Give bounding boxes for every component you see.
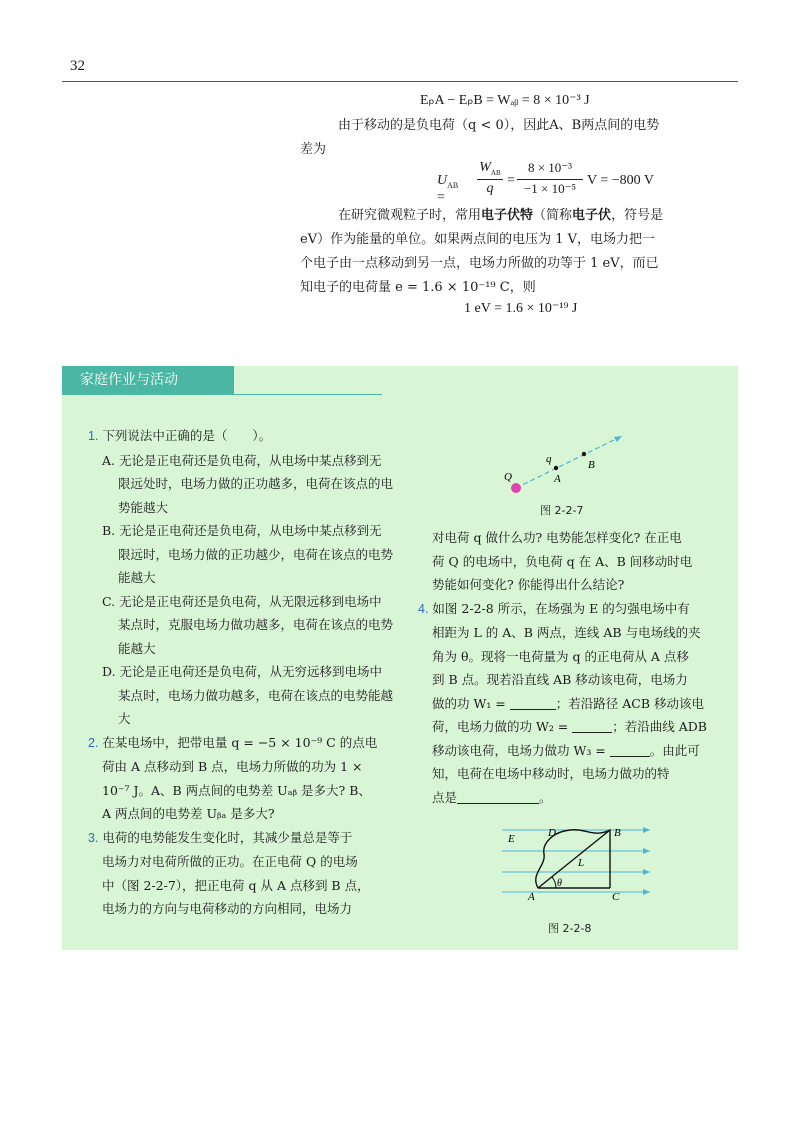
text-line: 荷由 A 点移动到 B 点，电场力所做的功为 1 ×	[102, 759, 363, 774]
text-run: ；若沿曲线 ADB	[612, 719, 707, 734]
text-run: 荷，电场力做的功 W₂ =	[432, 719, 573, 734]
answer-blank-w2[interactable]	[572, 718, 612, 733]
label-q: q	[546, 453, 552, 465]
frac-bar	[517, 179, 583, 180]
text-line: 在某电场中，把带电量 q = −5 × 10⁻⁹ C 的点电	[102, 734, 378, 750]
section-title-rule	[62, 394, 382, 395]
text-line: 如图 2-2-8 所示，在场强为 E 的匀强电场中有	[432, 600, 690, 616]
figure-2-2-7	[498, 432, 630, 496]
figure-caption: 图 2-2-8	[548, 922, 592, 935]
u-symbol: U	[437, 173, 448, 188]
text-line: A 两点间的电势差 Uᵦₐ 是多大?	[102, 806, 275, 821]
paragraph-line: 个电子由一点移动到另一点，电场力所做的功等于 1 eV，而已	[300, 256, 659, 271]
label-Q: Q	[504, 471, 512, 483]
term-electron-volt-short: 电子伏	[572, 208, 612, 223]
angle-arc	[552, 877, 556, 888]
text-line: 荷 Q 的电场中，负电荷 q 在 A、B 间移动时电	[432, 553, 693, 569]
answer-blank-w1[interactable]	[510, 695, 556, 710]
text-run: 做的功 W₁ =	[432, 695, 510, 711]
section-title: 家庭作业与活动	[62, 366, 234, 394]
text-line: 电场力的方向与电荷移动的方向相同，电场力	[102, 901, 353, 916]
text-run: ；若沿路径 ACB 移动该电	[555, 695, 704, 711]
equation-ev: 1 eV = 1.6 × 10⁻¹⁹ J	[464, 301, 578, 316]
question-number: 2.	[88, 735, 99, 750]
question-number: 3.	[88, 830, 99, 845]
equation-potential-energy: EₚA − EₚB = Wₐᵦ = 8 × 10⁻³ J	[420, 93, 590, 108]
page-number: 32	[70, 58, 85, 74]
frac1-den: q	[486, 181, 494, 196]
question-number: 4.	[418, 601, 429, 616]
option-b: B. 无论是正电荷还是负电荷，从电场中某点移到无限远时，电场力做的正功越少，电荷在该点的电势能越大	[102, 523, 394, 585]
label-C: C	[612, 891, 620, 903]
text-line: 中（图 2-2-7），把正电荷 q 从 A 点移到 B 点，	[102, 877, 370, 893]
text-run: ，符号是	[611, 208, 664, 223]
paragraph-line	[338, 204, 663, 228]
text-line: 到 B 点。现若沿直线 AB 移动该电荷，电场力	[432, 672, 688, 687]
paragraph-line: eV）作为能量的单位。如果两点间的电压为 1 V，电场力把一	[300, 232, 656, 247]
field-line	[516, 436, 622, 488]
figure-2-2-8	[500, 818, 650, 908]
text-run: 点是	[432, 789, 458, 805]
option-c: C. 无论是正电荷还是负电荷，从无限远移到电场中某点时，克服电场力做功越多，电荷在该点的电势能越大	[102, 593, 394, 656]
text-line: 知，电荷在电场中移动时，电场力做功的特	[432, 766, 670, 781]
left-column	[88, 424, 393, 921]
label-A: A	[554, 473, 561, 485]
figure-caption: 图 2-2-7	[540, 504, 584, 517]
source-charge-icon	[511, 483, 521, 493]
field-lines	[502, 830, 650, 892]
u-subscript: AB	[447, 180, 459, 190]
label-L: L	[578, 857, 585, 869]
option-d: D. 无论是正电荷还是负电荷，从无穷远移到电场中某点时，电场力做功越多，电荷在该点的电势能越大	[102, 664, 394, 726]
arrow-head-icon	[643, 848, 650, 854]
text-line: 相距为 L 的 A、B 两点，连线 AB 与电场线的夹	[432, 625, 701, 640]
paragraph-line: 差为	[300, 142, 327, 157]
field-arrows	[643, 827, 650, 895]
option-a: A. 无论是正电荷还是负电荷，从电场中某点移到无限远处时，电场力做的正功越多，电荷在该点的电势能越大	[102, 452, 394, 515]
label-E: E	[508, 833, 515, 845]
text-run: 在研究微观粒子时，常用	[338, 208, 482, 223]
answer-blank-w3[interactable]	[610, 742, 650, 757]
arrow-head-icon	[614, 436, 622, 442]
arrow-head-icon	[643, 827, 650, 833]
frac1-num-sub: AB	[490, 168, 501, 177]
frac-bar	[477, 179, 503, 180]
text-run: 移动该电荷，电场力做功 W₃ =	[432, 742, 610, 758]
question-1	[88, 424, 393, 449]
question-stem: 下列说法中正确的是（ ）。	[102, 428, 272, 443]
header-rule	[62, 81, 738, 82]
frac2-num: 8 × 10⁻³	[527, 160, 573, 175]
text-line: 电场力对电荷所做的正功。在正电荷 Q 的电场	[102, 854, 358, 869]
text-line: 电荷的电势能发生变化时，其减少量总是等于	[102, 829, 353, 845]
label-B: B	[588, 459, 595, 471]
point-b-dot	[582, 452, 586, 456]
text-line: 10⁻⁷ J。A、B 两点间的电势差 Uₐᵦ 是多大? B、	[102, 782, 371, 798]
label-D: D	[548, 827, 556, 839]
frac2-den: −1 × 10⁻⁵	[523, 181, 577, 196]
label-B: B	[614, 827, 621, 839]
paragraph-line: 知电子的电荷量 e = 1.6 × 10⁻¹⁹ C，则	[300, 280, 536, 295]
point-a-dot	[554, 466, 558, 470]
question-3	[88, 826, 393, 921]
frac1-num: W	[479, 160, 491, 175]
answer-blank-feature[interactable]	[457, 789, 539, 804]
question-number: 1.	[88, 429, 99, 443]
question-2	[88, 731, 393, 826]
right-column	[418, 526, 723, 809]
paragraph-line: 由于移动的是负电荷（q < 0），因此A、B两点间的电势	[338, 118, 660, 133]
text-run: 。	[539, 789, 552, 805]
arrow-head-icon	[643, 889, 650, 895]
text-run: 。由此可	[649, 742, 700, 758]
question-4	[418, 597, 723, 810]
text-run: （简称	[533, 208, 573, 223]
text-line: 对电荷 q 做什么功? 电势能怎样变化? 在正电	[432, 530, 682, 545]
label-theta: θ	[557, 878, 562, 889]
text-line: 势能如何变化? 你能得出什么结论?	[432, 577, 625, 592]
label-A: A	[528, 891, 535, 903]
voltage-result: V = −800 V	[587, 173, 655, 188]
term-electron-volt: 电子伏特	[481, 208, 534, 223]
arrow-head-icon	[643, 869, 650, 875]
text-line: 角为 θ。现将一电荷量为 q 的正电荷从 A 点移	[432, 648, 689, 664]
